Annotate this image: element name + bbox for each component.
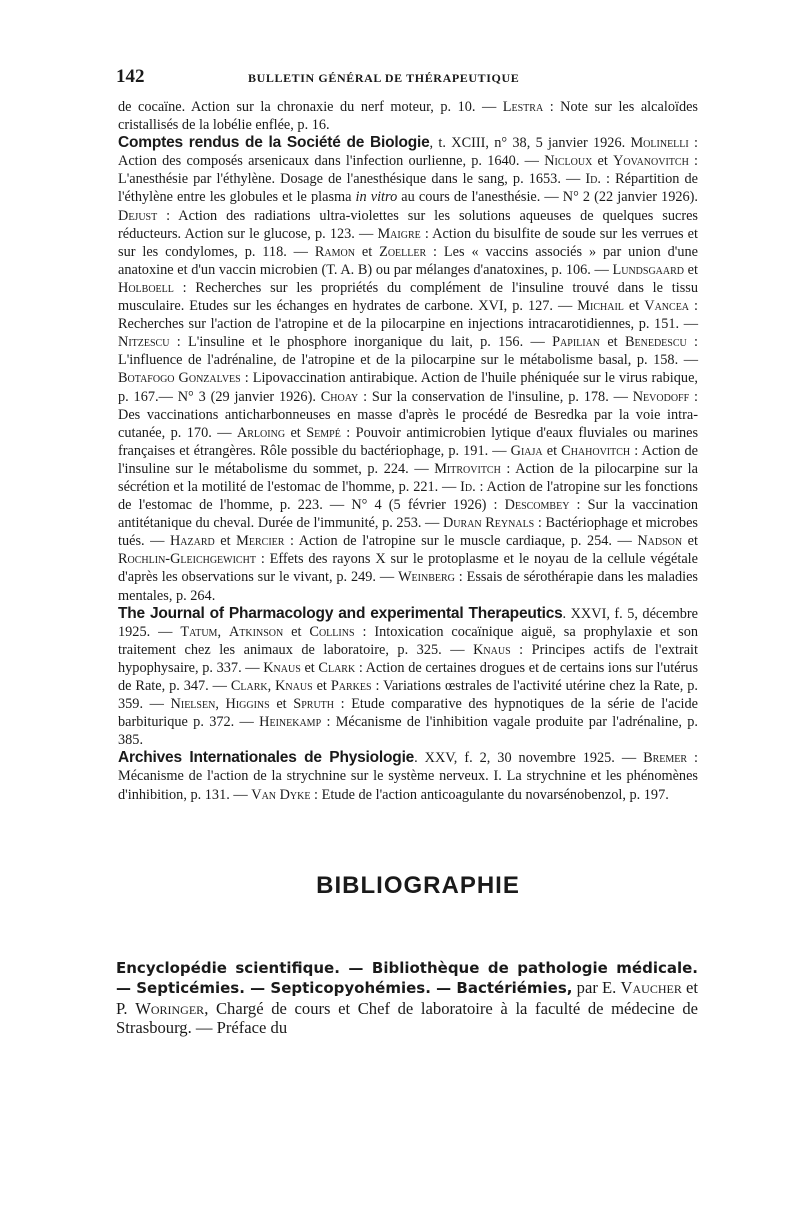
author-name: Vancea [644, 298, 690, 315]
journal-entry [118, 605, 698, 750]
entry-text: : Etude de l'action anticoagulante du novarsénobenzol, p. 197. [310, 786, 669, 803]
entry-text: : Pouvoir antimicrobien lytique d'eaux fluviales ou marines françaises et étrangères. Rôle possible du bactériophage, p. 191. — [118, 424, 699, 459]
author-name: Descombey [504, 497, 570, 514]
author-name: Botafogo Gonzalves [118, 370, 241, 387]
journal-title: Archives Internationales de Physiologie [118, 749, 415, 767]
author-name: Tatum [180, 623, 218, 640]
journal-entries [118, 134, 698, 803]
entry-text: , [215, 696, 226, 713]
entry-text: , t. XCIII, n° 38, 5 janvier 1926. [429, 135, 631, 152]
entry-text: et P. [116, 978, 699, 1018]
author-name: Duran Reynals [442, 515, 535, 532]
author-name: Knaus [275, 678, 313, 694]
entry-text: et [354, 243, 380, 260]
author-name: Knaus [473, 641, 511, 658]
author-name: Spruth [293, 696, 335, 713]
entry-text: : Répartition de l'éthylène entre les globules et le plasma [118, 171, 699, 206]
entry-text: : Variations œstrales de l'activité utérine chez la Rate, p. 359. — [118, 678, 698, 713]
author-name: Nevodoff [632, 388, 690, 405]
author-name: Van Dyke [251, 786, 311, 803]
entry-text: et [214, 533, 237, 550]
entry-text: et [592, 153, 614, 170]
entry-text: : Bactériophage et microbes tués. — [118, 515, 698, 550]
journal-title: The Journal of Pharmacology and experimental Therapeutics [118, 604, 563, 622]
entry-text: : Etude comparative des hypnotiques de la série de l'acide barbiturique p. 372. — [118, 696, 699, 731]
author-name: Vaucher [620, 978, 682, 998]
intro-text: : Note sur les alcaloïdes cristallisés de la lobélie enflée, p. 16. [118, 99, 698, 134]
page-header [116, 66, 698, 98]
entry-text: : L'insuline et le phosphore inorganique du lait, p. 156. — [169, 334, 553, 351]
entry-text: : Action de l'atropine sur les fonctions de l'estomac de l'homme, p. 223. — N° 4 (5 février 1926) : [118, 478, 698, 514]
author-name: Mitrovitch [434, 460, 501, 477]
author-name: Clark [318, 659, 356, 676]
author-name: Lestra [502, 99, 544, 115]
entry-text: : Essais de sérothérapie dans les maladies mentales, p. 264. [118, 569, 698, 604]
author-name: Bremer [643, 750, 688, 767]
entry-text: et [623, 298, 645, 315]
author-name: Zoeller [379, 243, 427, 260]
author-name: Arloing [236, 424, 286, 441]
author-name: Clark [230, 678, 268, 694]
italic-text: in vitro [355, 189, 398, 206]
entry-text: au cours de l'anesthésie. — N° 2 (22 janvier 1926). [397, 189, 698, 206]
author-name: Id. [585, 171, 601, 188]
intro-text: de cocaïne. Action sur la chronaxie du nerf moteur, p. 10. — [118, 99, 503, 115]
author-name: Higgins [225, 696, 270, 713]
page-number: 142 [116, 66, 145, 87]
entry-text: et [300, 659, 319, 676]
entry-text: : Action de l'insuline sur le métabolisme du sommet, p. 224. — [118, 442, 699, 477]
author-name: Yovanovitch [613, 153, 689, 170]
continuation-paragraph [118, 98, 698, 134]
author-name: Nielsen [170, 696, 216, 713]
author-name: Dejust [118, 207, 158, 224]
entry-text: et [283, 623, 310, 640]
entry-text: : Principes actifs de l'extrait hypophysaire, p. 337. — [118, 641, 698, 676]
entry-text: et [312, 678, 331, 694]
author-name: Sempé [306, 424, 341, 441]
entry-text: . XXV, f. 2, 30 novembre 1925. — [414, 750, 644, 767]
author-name: Benedescu [624, 334, 687, 351]
entry-text: et [542, 442, 562, 459]
author-name: Chahovitch [561, 442, 631, 459]
entry-text: : Action des radiations ultra-violettes sur les solutions aqueuses de quelques sucres réducteurs. Action sur le glucose, p. 123. — [118, 207, 698, 242]
journal-title: Comptes rendus de la Société de Biologie [118, 134, 430, 152]
entry-text: : Action du bisulfite de soude sur les verrues et sur les condylomes, p. 118. — [118, 225, 698, 260]
author-name: Lundsgaard [612, 261, 685, 278]
entry-text: et [684, 261, 698, 278]
author-name: Woringer [135, 998, 205, 1018]
entry-text: et [600, 334, 625, 351]
author-name: Collins [309, 623, 355, 640]
entry-text: . XXVI, f. 5, décembre 1925. — [118, 605, 698, 640]
author-name: Atkinson [228, 623, 284, 640]
author-name: Hazard [169, 533, 215, 550]
body-text [118, 98, 698, 804]
author-name: Papilian [552, 334, 601, 351]
entry-text: : Mécanisme de l'action de la strychnine sur le système nerveux. I. La strychnine et les phénomènes d'inhibition, p. 131. — [118, 750, 699, 803]
author-name: Weinberg [398, 569, 455, 586]
entry-text: : L'anesthésie par l'éthylène. Dosage de l'anesthésique dans le sang, p. 1653. — [118, 153, 699, 188]
author-name: Giaja [510, 442, 543, 459]
entry-text: : Effets des rayons X sur le protoplasme et le noyau de la cellule végétale d'après les observations sur le vivant, p. 249. — [118, 551, 698, 586]
bibliography-entry [116, 958, 698, 1038]
journal-entry [118, 134, 698, 604]
author-name: Mercier [236, 533, 285, 550]
entry-text: : Sur la vaccination antitétanique du cheval. Durée de l'immunité, p. 253. — [118, 497, 698, 532]
entry-text: : L'influence de l'adrénaline, de l'atropine et de la pilocarpine sur le métabolisme basal, p. 158. — [118, 334, 699, 369]
author-name: Ramon [314, 243, 355, 260]
running-title: BULLETIN GÉNÉRAL DE THÉRAPEUTIQUE [248, 71, 520, 85]
entry-text: : Des vaccinations anticharbonneuses en masse d'après le procédé de Besredka par la voie intra-cutanée, p. 170. — [118, 388, 698, 441]
entry-text: : Recherches sur les propriétés du complément de l'insuline trouvé dans le tissu musculaire. Etudes sur les échanges en hydrates de carbone. XVI, p. 127. — [118, 279, 698, 315]
author-name: Maigre [377, 225, 421, 242]
author-name: Nitzescu [118, 334, 170, 351]
entry-text: : Action de l'atropine sur le muscle cardiaque, p. 254. — [284, 533, 638, 550]
entry-text: : Action de certaines drogues et de certains ions sur l'utérus de Rate, p. 347. — [118, 659, 699, 694]
entry-text: : Lipovaccination antirabique. Action de l'huile phéniquée sur le virus rabique, p. 167.— N° 3 (29 janvier 1926). [118, 370, 698, 405]
author-name: Nadson [637, 533, 683, 550]
entry-text: par E. [572, 978, 621, 998]
author-name: Parkes [330, 678, 372, 694]
entry-text: et [269, 696, 294, 713]
entry-text: : Sur la conservation de l'insuline, p. 178. — [358, 388, 633, 405]
author-name: Heinekamp [259, 714, 322, 731]
entry-text: et [682, 533, 698, 550]
entry-text: : Action de la pilocarpine sur la sécrétion et la motilité de l'estomac de l'homme, p. 221. — [118, 460, 699, 495]
entry-text: , Chargé de cours et Chef de laboratoire à la faculté de médecine de Strasbourg. — Préface du [116, 998, 699, 1038]
author-name: Molinelli [630, 135, 689, 152]
entry-text: , [267, 678, 276, 694]
entry-text: , [217, 623, 229, 640]
journal-entry [118, 749, 698, 803]
author-name: Rochlin-Gleichgewicht [118, 551, 256, 568]
author-name: Choay [320, 388, 359, 405]
author-name: Michail [577, 298, 624, 315]
author-name: Nicloux [544, 153, 593, 170]
entry-text: : Action des composés arsenicaux dans l'infection ourlienne, p. 1640. — [118, 135, 698, 170]
author-name: Knaus [263, 659, 301, 676]
section-heading: BIBLIOGRAPHIE [316, 871, 520, 899]
author-name: Id. [460, 478, 476, 495]
entry-text: et [285, 424, 307, 441]
bold-title: Encyclopédie scientifique. — Bibliothèque de pathologie médicale. — Septicémies. — Septicopyohémies. — Bactériémies, [116, 958, 698, 998]
document-page [118, 66, 698, 1055]
entry-text: : Intoxication cocaïnique aiguë, sa prophylaxie et son traitement chez les animaux de laboratoire, p. 325. — [118, 623, 698, 658]
entry-text: : Mécanisme de l'inhibition vagale produite par l'adrénaline, p. 385. [118, 714, 698, 749]
entry-text: : Les « vaccins associés » par union d'une anatoxine et d'un vaccin microbien (T. A. B) ou par mélanges d'anatoxines, p. 106. — [118, 243, 698, 278]
entry-text: : Recherches sur l'action de l'atropine et de la pilocarpine en injections intracarotidiennes, p. 151. — [118, 298, 699, 333]
author-name: Holboell [118, 279, 174, 296]
